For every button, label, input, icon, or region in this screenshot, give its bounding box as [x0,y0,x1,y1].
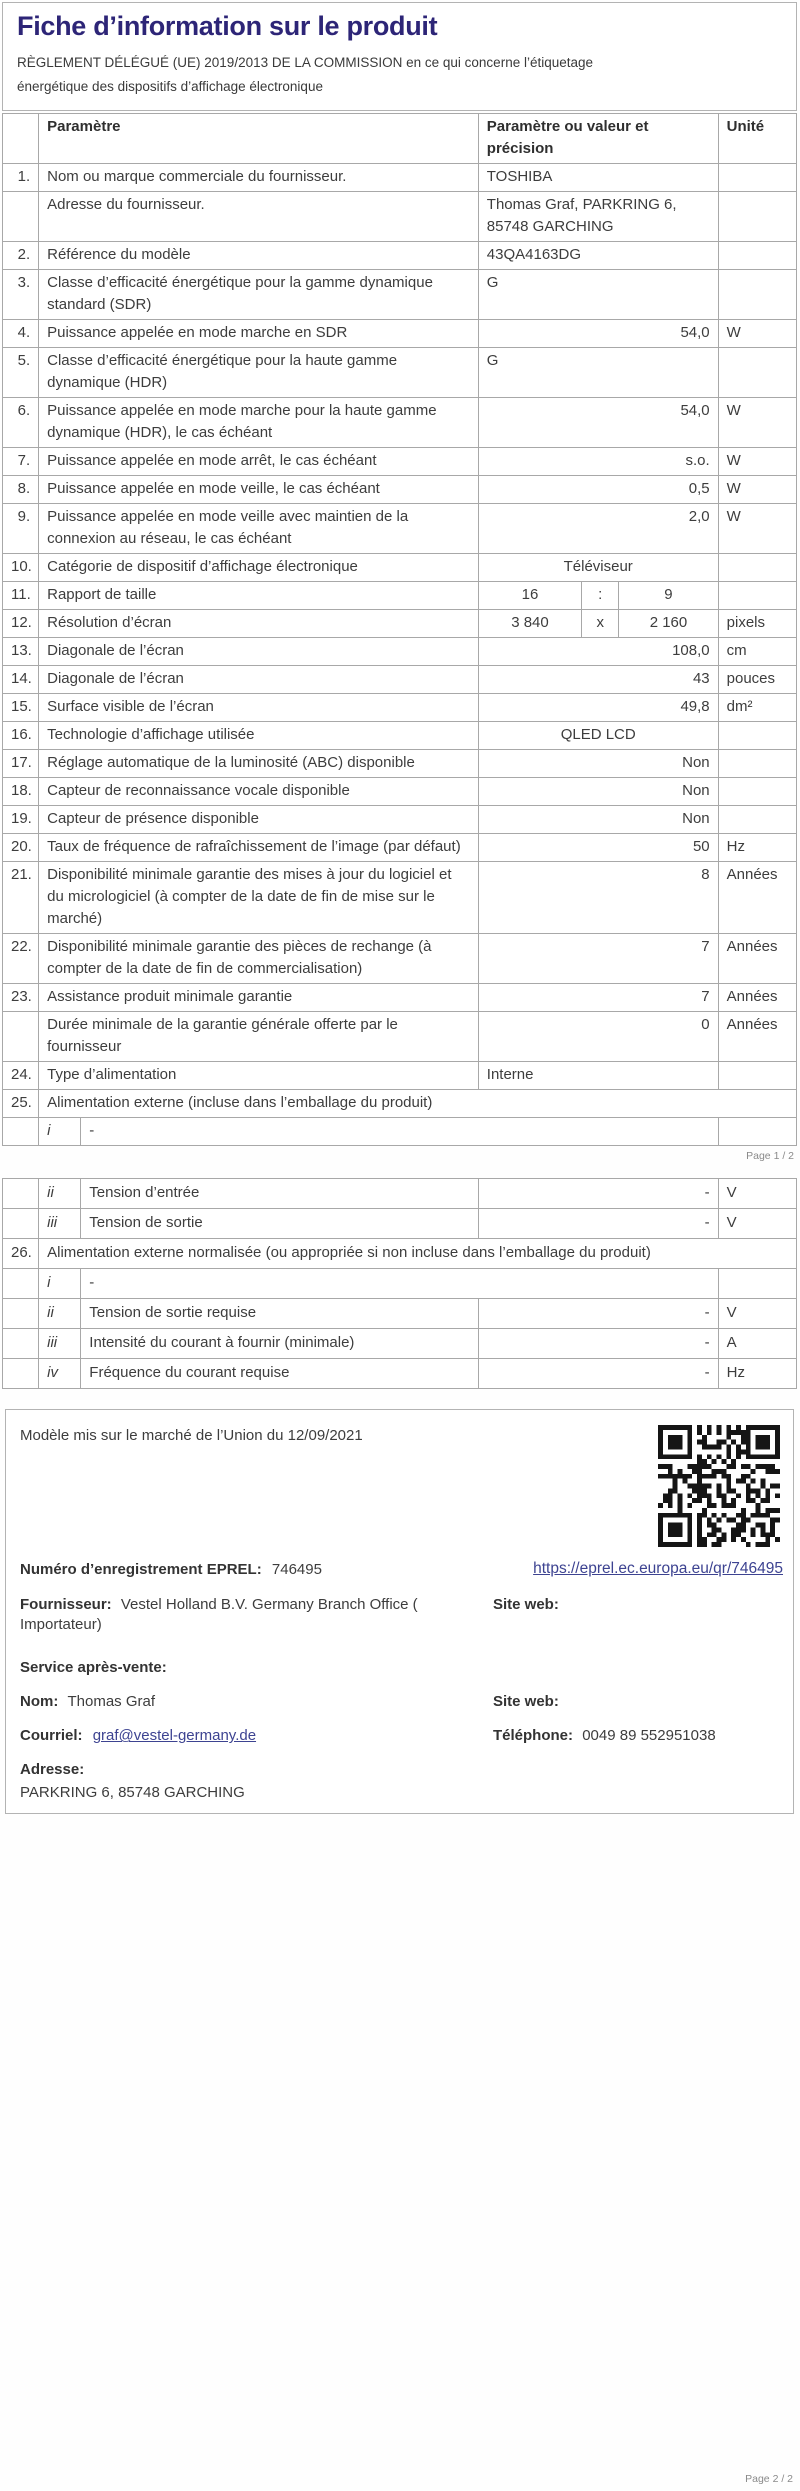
site-web-label-1: Site web: [493,1596,559,1614]
param-label: Technologie d’affichage utilisée [39,722,479,750]
table-row [3,984,797,1012]
row-number: 21. [3,862,39,934]
row-number: 16. [3,722,39,750]
param-label: Classe d’efficacité énergétique pour la haute gamme dynamique (HDR) [39,348,479,398]
table-row [3,750,797,778]
table-row [3,778,797,806]
row-number [3,192,39,242]
param-label: Classe d’efficacité énergétique pour la gamme dynamique standard (SDR) [39,270,479,320]
param-label: Rapport de taille [39,582,479,610]
table-row [3,554,797,582]
param-value-separator: : [582,582,619,610]
row-number: 14. [3,666,39,694]
param-unit [718,1269,796,1299]
table-row [3,1012,797,1062]
param-unit [718,1118,796,1146]
param-unit [718,270,796,320]
phone-label: Téléphone: [493,1727,574,1745]
param-value: 54,0 [478,398,718,448]
roman-index: ii [39,1179,81,1209]
param-unit [718,348,796,398]
row-number [3,1269,39,1299]
roman-index: ii [39,1299,81,1329]
param-value: G [478,270,718,320]
param-label: Adresse du fournisseur. [39,192,479,242]
param-value: 7 [478,984,718,1012]
market-date-line: Modèle mis sur le marché de l’Union du 12/09/2021 [20,1427,363,1445]
address-label: Adresse: [20,1761,85,1779]
param-value: 43 [478,666,718,694]
param-label: Nom ou marque commerciale du fournisseur. [39,164,479,192]
param-unit [718,778,796,806]
param-label: Intensité du courant à fournir (minimale) [81,1329,478,1359]
param-value-first: 3 840 [478,610,581,638]
param-unit: W [718,448,796,476]
roman-index: i [39,1269,81,1299]
supplier-value: Vestel Holland B.V. Germany Branch Office ( Importateur) [20,1596,418,1634]
header-number-cell [3,114,39,164]
table-row [3,192,797,242]
param-label: Puissance appelée en mode marche pour la haute gamme dynamique (HDR), le cas échéant [39,398,479,448]
table-row [3,638,797,666]
eprel-link[interactable]: https://eprel.ec.europa.eu/qr/746495 [533,1560,783,1578]
param-unit: Années [718,984,796,1012]
page-2-label: Page 2 / 2 [745,2473,793,2485]
row-number [3,1209,39,1239]
param-label: - [81,1118,718,1146]
row-number: 19. [3,806,39,834]
param-unit [718,722,796,750]
param-unit: pixels [718,610,796,638]
table-row [3,1062,797,1090]
param-value: TOSHIBA [478,164,718,192]
name-label: Nom: [20,1693,59,1711]
table-row [3,934,797,984]
table-row [3,1329,797,1359]
param-value: Non [478,750,718,778]
param-unit: Hz [718,1359,796,1389]
param-value: 2,0 [478,504,718,554]
product-parameters-table-page2 [2,1178,797,1389]
param-value: 54,0 [478,320,718,348]
param-value-separator: x [582,610,619,638]
param-value: 0,5 [478,476,718,504]
row-number [3,1359,39,1389]
param-label: Capteur de présence disponible [39,806,479,834]
table-row [3,862,797,934]
param-label: Diagonale de l’écran [39,638,479,666]
row-number [3,1329,39,1359]
email-line [20,1726,256,1746]
address-value: PARKRING 6, 85748 GARCHING [20,1784,245,1802]
param-label: Capteur de reconnaissance vocale disponible [39,778,479,806]
table-row [3,398,797,448]
param-unit [718,242,796,270]
row-number: 25. [3,1090,39,1118]
param-label-full-span: Alimentation externe (incluse dans l’emballage du produit) [39,1090,797,1118]
param-unit: Hz [718,834,796,862]
page-title: Fiche d’information sur le produit [17,11,438,41]
param-value: - [478,1329,718,1359]
param-label: Catégorie de dispositif d’affichage électronique [39,554,479,582]
supplier-line [20,1595,472,1635]
param-unit: pouces [718,666,796,694]
table-row [3,1299,797,1329]
table-row [3,320,797,348]
param-value: - [478,1299,718,1329]
row-number: 22. [3,934,39,984]
param-label: Tension d’entrée [81,1179,478,1209]
param-label: Puissance appelée en mode arrêt, le cas échéant [39,448,479,476]
param-unit [718,192,796,242]
param-unit: Années [718,1012,796,1062]
param-label-full-span: Alimentation externe normalisée (ou appropriée si non incluse dans l’emballage du produit) [39,1239,797,1269]
table-row [3,1179,797,1209]
param-label: Tension de sortie requise [81,1299,478,1329]
row-number [3,1179,39,1209]
row-number [3,1012,39,1062]
param-unit: dm² [718,694,796,722]
row-number: 15. [3,694,39,722]
table-row [3,1090,797,1118]
row-number: 8. [3,476,39,504]
param-label: Tension de sortie [81,1209,478,1239]
param-value: - [478,1209,718,1239]
row-number: 5. [3,348,39,398]
document-page [0,2,800,2491]
header-unit: Unité [718,114,796,164]
table-row [3,610,797,638]
param-label: Durée minimale de la garantie générale offerte par le fournisseur [39,1012,479,1062]
param-label: Puissance appelée en mode marche en SDR [39,320,479,348]
row-number: 13. [3,638,39,666]
row-number: 3. [3,270,39,320]
row-number: 26. [3,1239,39,1269]
table-row [3,806,797,834]
param-label: Puissance appelée en mode veille, le cas échéant [39,476,479,504]
table-row [3,834,797,862]
table-row [3,666,797,694]
roman-index: iv [39,1359,81,1389]
row-number [3,1299,39,1329]
table-row [3,582,797,610]
after-sales-label: Service après-vente: [20,1659,167,1677]
supplier-label: Fournisseur: [20,1596,112,1614]
param-unit: W [718,504,796,554]
eprel-label: Numéro d’enregistrement EPREL: [20,1561,262,1579]
table-row [3,722,797,750]
param-value: Thomas Graf, PARKRING 6, 85748 GARCHING [478,192,718,242]
table-row [3,242,797,270]
param-unit [718,582,796,610]
table-row [3,164,797,192]
regulation-subtitle: RÈGLEMENT DÉLÉGUÉ (UE) 2019/2013 DE LA COMMISSION en ce qui concerne l’étiquetage énergétique des dispositifs d’affichage électronique [17,55,594,94]
param-label: Référence du modèle [39,242,479,270]
param-unit: W [718,320,796,348]
row-number: 18. [3,778,39,806]
param-value: 43QA4163DG [478,242,718,270]
row-number: 12. [3,610,39,638]
eprel-registration-line [20,1560,322,1580]
title-box [2,2,797,111]
contact-name-line [20,1692,155,1712]
header-value: Paramètre ou valeur et précision [478,114,718,164]
product-parameters-table-page1 [2,113,797,1146]
row-number: 1. [3,164,39,192]
param-value: - [478,1359,718,1389]
name-value: Thomas Graf [67,1693,156,1711]
param-unit: V [718,1209,796,1239]
param-label: Disponibilité minimale garantie des pièces de rechange (à compter de la date de fin de commercialisation) [39,934,479,984]
table-row [3,1239,797,1269]
param-label: Résolution d’écran [39,610,479,638]
table-row [3,1209,797,1239]
param-unit [718,164,796,192]
row-number: 17. [3,750,39,778]
row-number: 24. [3,1062,39,1090]
param-label: Réglage automatique de la luminosité (ABC) disponible [39,750,479,778]
param-value-first: 16 [478,582,581,610]
supplier-info-box [5,1409,794,1814]
param-unit [718,554,796,582]
table-row [3,270,797,320]
param-value: 49,8 [478,694,718,722]
param-label: - [81,1269,718,1299]
param-unit: V [718,1179,796,1209]
param-unit: A [718,1329,796,1359]
param-unit: W [718,398,796,448]
row-number: 7. [3,448,39,476]
param-label: Fréquence du courant requise [81,1359,478,1389]
param-value: - [478,1179,718,1209]
param-unit [718,1062,796,1090]
row-number: 2. [3,242,39,270]
param-unit: W [718,476,796,504]
roman-index: iii [39,1209,81,1239]
param-label: Diagonale de l’écran [39,666,479,694]
site-web-label-2: Site web: [493,1693,559,1711]
param-label: Puissance appelée en mode veille avec maintien de la connexion au réseau, le cas échéant [39,504,479,554]
table-row [3,1118,797,1146]
param-label: Type d’alimentation [39,1062,479,1090]
param-value-second: 2 160 [619,610,718,638]
row-number [3,1118,39,1146]
row-number: 23. [3,984,39,1012]
param-value: 0 [478,1012,718,1062]
param-value: QLED LCD [478,722,718,750]
param-value: 108,0 [478,638,718,666]
param-value: Non [478,778,718,806]
table-row [3,348,797,398]
table-row [3,476,797,504]
param-label: Assistance produit minimale garantie [39,984,479,1012]
param-value: 7 [478,934,718,984]
header-parameter: Paramètre [39,114,479,164]
table-row [3,1269,797,1299]
row-number: 6. [3,398,39,448]
param-value: Téléviseur [478,554,718,582]
table-header-row [3,114,797,164]
param-unit [718,806,796,834]
roman-index: i [39,1118,81,1146]
param-value: G [478,348,718,398]
param-value: 8 [478,862,718,934]
param-label: Taux de fréquence de rafraîchissement de l’image (par défaut) [39,834,479,862]
param-unit: V [718,1299,796,1329]
table-row [3,694,797,722]
table-row [3,504,797,554]
table-row [3,448,797,476]
param-value: 50 [478,834,718,862]
row-number: 10. [3,554,39,582]
email-link[interactable]: graf@vestel-germany.de [92,1727,257,1745]
param-value: s.o. [478,448,718,476]
param-value-second: 9 [619,582,718,610]
param-label: Disponibilité minimale garantie des mises à jour du logiciel et du micrologiciel (à compter de la date de fin de mise sur le marché) [39,862,479,934]
param-unit [718,750,796,778]
row-number: 4. [3,320,39,348]
table-row [3,1359,797,1389]
param-unit: Années [718,934,796,984]
eprel-number: 746495 [271,1561,322,1579]
phone-value: 0049 89 552951038 [582,1727,716,1745]
param-label: Surface visible de l’écran [39,694,479,722]
row-number: 20. [3,834,39,862]
phone-line [493,1726,716,1746]
row-number: 9. [3,504,39,554]
param-unit: Années [718,862,796,934]
roman-index: iii [39,1329,81,1359]
row-number: 11. [3,582,39,610]
email-label: Courriel: [20,1727,83,1745]
param-value: Interne [478,1062,718,1090]
page-1-label: Page 1 / 2 [746,1150,794,1163]
param-value: Non [478,806,718,834]
param-unit: cm [718,638,796,666]
qr-code [658,1425,780,1547]
